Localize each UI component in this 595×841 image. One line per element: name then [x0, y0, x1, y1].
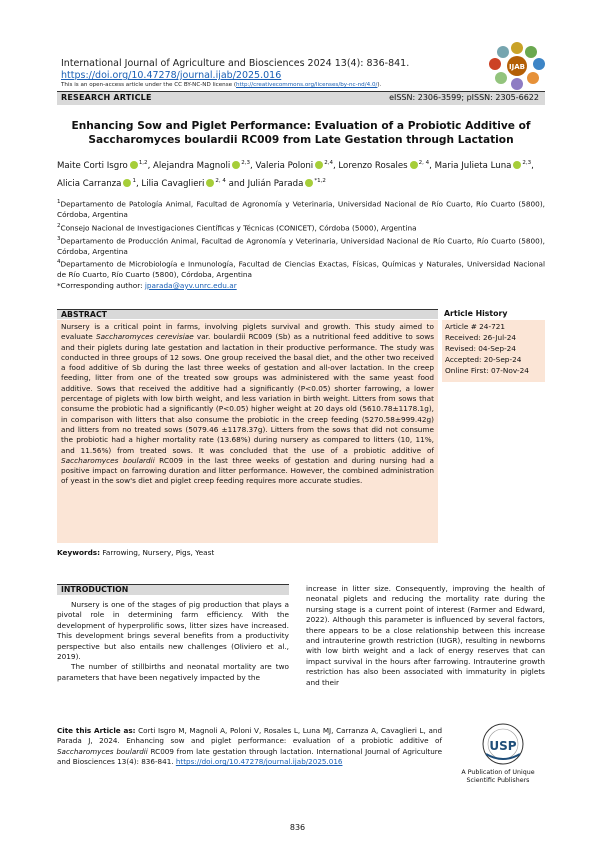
- intro-column-right: increase in litter size. Consequently, improving the health of neonatal piglets and reducing the mortality rate during the nursing stage is a current point of interest (Farmer and Edward, 2022). Although this parameter is influenced by several factors, there appears to be a close relationship between this increase and intrauterine growth restriction (IUGR), resulting in newborns with low birth weight and a lack of energy reserves that can impact survival in the hours after farrowing. Intrauterine growth restriction has also been associated with immaturity in piglets and their: [306, 584, 545, 687]
- history-item: Online First: 07-Nov-24: [445, 366, 529, 376]
- author: Julián Parada $^{*1,2}$: [247, 177, 326, 189]
- article-title: Enhancing Sow and Piglet Performance: Evaluation of a Probiotic Additive of Saccharomyces boulardii RC009 from Late Gestation through Lactation: [71, 120, 531, 146]
- author: Lilia Cavaglieri $^{2, 4}$: [141, 177, 226, 189]
- author: Alejandra Magnoli $^{2,3}$,: [153, 160, 256, 171]
- orcid-icon[interactable]: [513, 161, 521, 169]
- cite-doi-link[interactable]: https://doi.org/10.47278/journal.ijab/2025.016: [175, 757, 343, 767]
- affiliations: [57, 197, 545, 291]
- logo-text: IJAB: [509, 63, 525, 71]
- publisher-line: A Publication of Unique Scientific Publishers: [461, 769, 535, 784]
- introduction-heading: INTRODUCTION: [57, 584, 289, 595]
- article-type-bar: [57, 91, 545, 105]
- orcid-icon[interactable]: [130, 161, 138, 169]
- author: Lorenzo Rosales $^{2, 4}$,: [338, 160, 435, 171]
- abstract-heading: ABSTRACT: [57, 309, 438, 319]
- keywords: Keywords: Farrowing, Nursery, Pigs, Yeast: [57, 548, 215, 557]
- affiliation: $^1$Departamento de Patología Animal, Facultad de Agronomía y Veterinaria, Universidad Nacional de Río Cuarto, Río Cuarto (5800), Córdoba, Argentina: [57, 199, 545, 220]
- journal-logo: [486, 40, 548, 92]
- doi-link[interactable]: https://doi.org/10.47278/journal.ijab/2025.016: [61, 70, 282, 81]
- affiliation: $^3$Departamento de Producción Animal, Facultad de Agronomía y Veterinaria, Universidad Nacional de Río Cuarto, Río Cuarto (5800), Córdoba, Argentina: [57, 235, 545, 256]
- author: Alicia Carranza $^1$,: [57, 177, 142, 189]
- publisher-logo-text: USP: [489, 739, 517, 753]
- page-number: 836: [289, 823, 306, 832]
- abstract-text: Nursery is a critical point in farms, involving piglets survival and growth. This study aimed to evaluate Saccharomyces cerevisiae var. boulardii RC009 (Sb) as a nutritional feed additive to sows and their piglets during late gestation and lactation in their productive performance. The study was conducted in three groups of 12 sows. One group received the basal diet, and the other two received a food additive of Sb during the last three weeks of gestation and all-over lactation. In the creep feeding, litter from one of the treated sow groups was administered with the same yeast food additive. Sows that received the additive had a significantly (P<0.05) shorter farrowing, a lower percentage of piglets with low birth weight, and less variation in birth weight. Litters from sows that consume the probiotic had a significantly (P<0.05) higher weight at 20 days old (5610.78±1178.1g), in comparison with litters that also consume the probiotic in the creep feeding (5270.58±999.42g) and litters from no treated sows (5079.46 ±1178.37g). Litters from the sows that did not consume the probiotic had a higher mortality rate (13.68%) during nursery as compared to litters (10, 11%, and 11.56%) from treated sows. It was concluded that the use of a probiotic additive of Saccharomyces boulardii RC009 in the last three weeks of gestation and during nursing had a positive impact on farrowing duration and litter performance. However, the combined administration of yeast in the sow's diet and piglet creep feeding requires more accurate studies.: [57, 320, 438, 543]
- affiliation: $^4$Departamento de Microbiología e Inmunología, Facultad de Ciencias Exactas, Físicas, Químicas y Naturales, Universidad Nacional de Río Cuarto, Río Cuarto (5800), Córdoba, Argentina: [57, 259, 545, 280]
- affiliation: $^2$Consejo Nacional de Investigaciones Científicas y Técnicas (CONICET), Córdoba (5000), Argentina: [57, 222, 417, 233]
- issn: eISSN: 2306-3599; pISSN: 2305-6622: [389, 93, 539, 102]
- email-link[interactable]: jparada@ayv.unrc.edu.ar: [144, 280, 237, 290]
- article-history-heading: Article History: [444, 309, 508, 318]
- publisher-logo: [468, 722, 538, 768]
- license-link[interactable]: http://creativecommons.org/licenses/by-nc-nd/4.0/: [236, 82, 378, 88]
- intro-column-left: Nursery is one of the stages of pig production that plays a pivotal role in determining farm efficiency. With the development of hyperprolific sows, litter sizes have increased. This development brings several benefits from a productivity perspective but also entails new challenges (Oliviero et al., 2019). The number of stillbirths and neonatal mortality are two parameters that have been negatively impacted by the: [57, 600, 289, 682]
- article-type: RESEARCH ARTICLE: [61, 93, 152, 102]
- orcid-icon[interactable]: [123, 179, 131, 187]
- history-item: Article # 24-721: [445, 322, 506, 331]
- journal-citation: International Journal of Agriculture and Biosciences 2024 13(4): 836-841.: [61, 58, 410, 69]
- author-list: Maite Corti Isgro $^{1,2}$, Alejandra Magnoli $^{2,3}$, Valeria Poloni $^{2,4}$, Lorenzo Rosales $^{2, 4}$, Maria Julieta Luna $^{2,3}$, Alicia Carranza $^1$, Lilia Cavaglieri $^{2, 4}$ and Julián Parada $^{*1,2}$: [57, 160, 534, 189]
- corresponding-author: *Corresponding author: jparada@ayv.unrc.edu.ar: [57, 280, 237, 290]
- history-item: Revised: 04-Sep-24: [445, 344, 516, 354]
- orcid-icon[interactable]: [410, 161, 418, 169]
- license-line: This is an open-access article under the CC BY-NC-ND license (http://creativecommons.org/licenses/by-nc-nd/4.0/).: [61, 82, 382, 88]
- history-item: Accepted: 20-Sep-24: [445, 355, 522, 365]
- article-history: [442, 320, 545, 382]
- author: Maite Corti Isgro $^{1,2}$,: [57, 160, 154, 171]
- author: Maria Julieta Luna $^{2,3}$,: [434, 160, 534, 171]
- orcid-icon[interactable]: [206, 179, 214, 187]
- history-item: Received: 26-Jul-24: [445, 333, 517, 343]
- author: Valeria Poloni $^{2,4}$,: [255, 160, 339, 171]
- orcid-icon[interactable]: [305, 179, 313, 187]
- orcid-icon[interactable]: [315, 161, 323, 169]
- orcid-icon[interactable]: [232, 161, 240, 169]
- cite-as: Cite this Article as: Corti Isgro M, Magnoli A, Poloni V, Rosales L, Luna MJ, Carranza A, Cavaglieri L, and Parada J, 2024. Enhancing sow and piglet performance: evaluation of a probiotic additive of Saccharomyces boulardii RC009 from late gestation through lactation. International Journal of Agriculture and Biosciences 13(4): 836-841. https://doi.org/10.47278/journal.ijab/2025.016: [57, 726, 442, 767]
